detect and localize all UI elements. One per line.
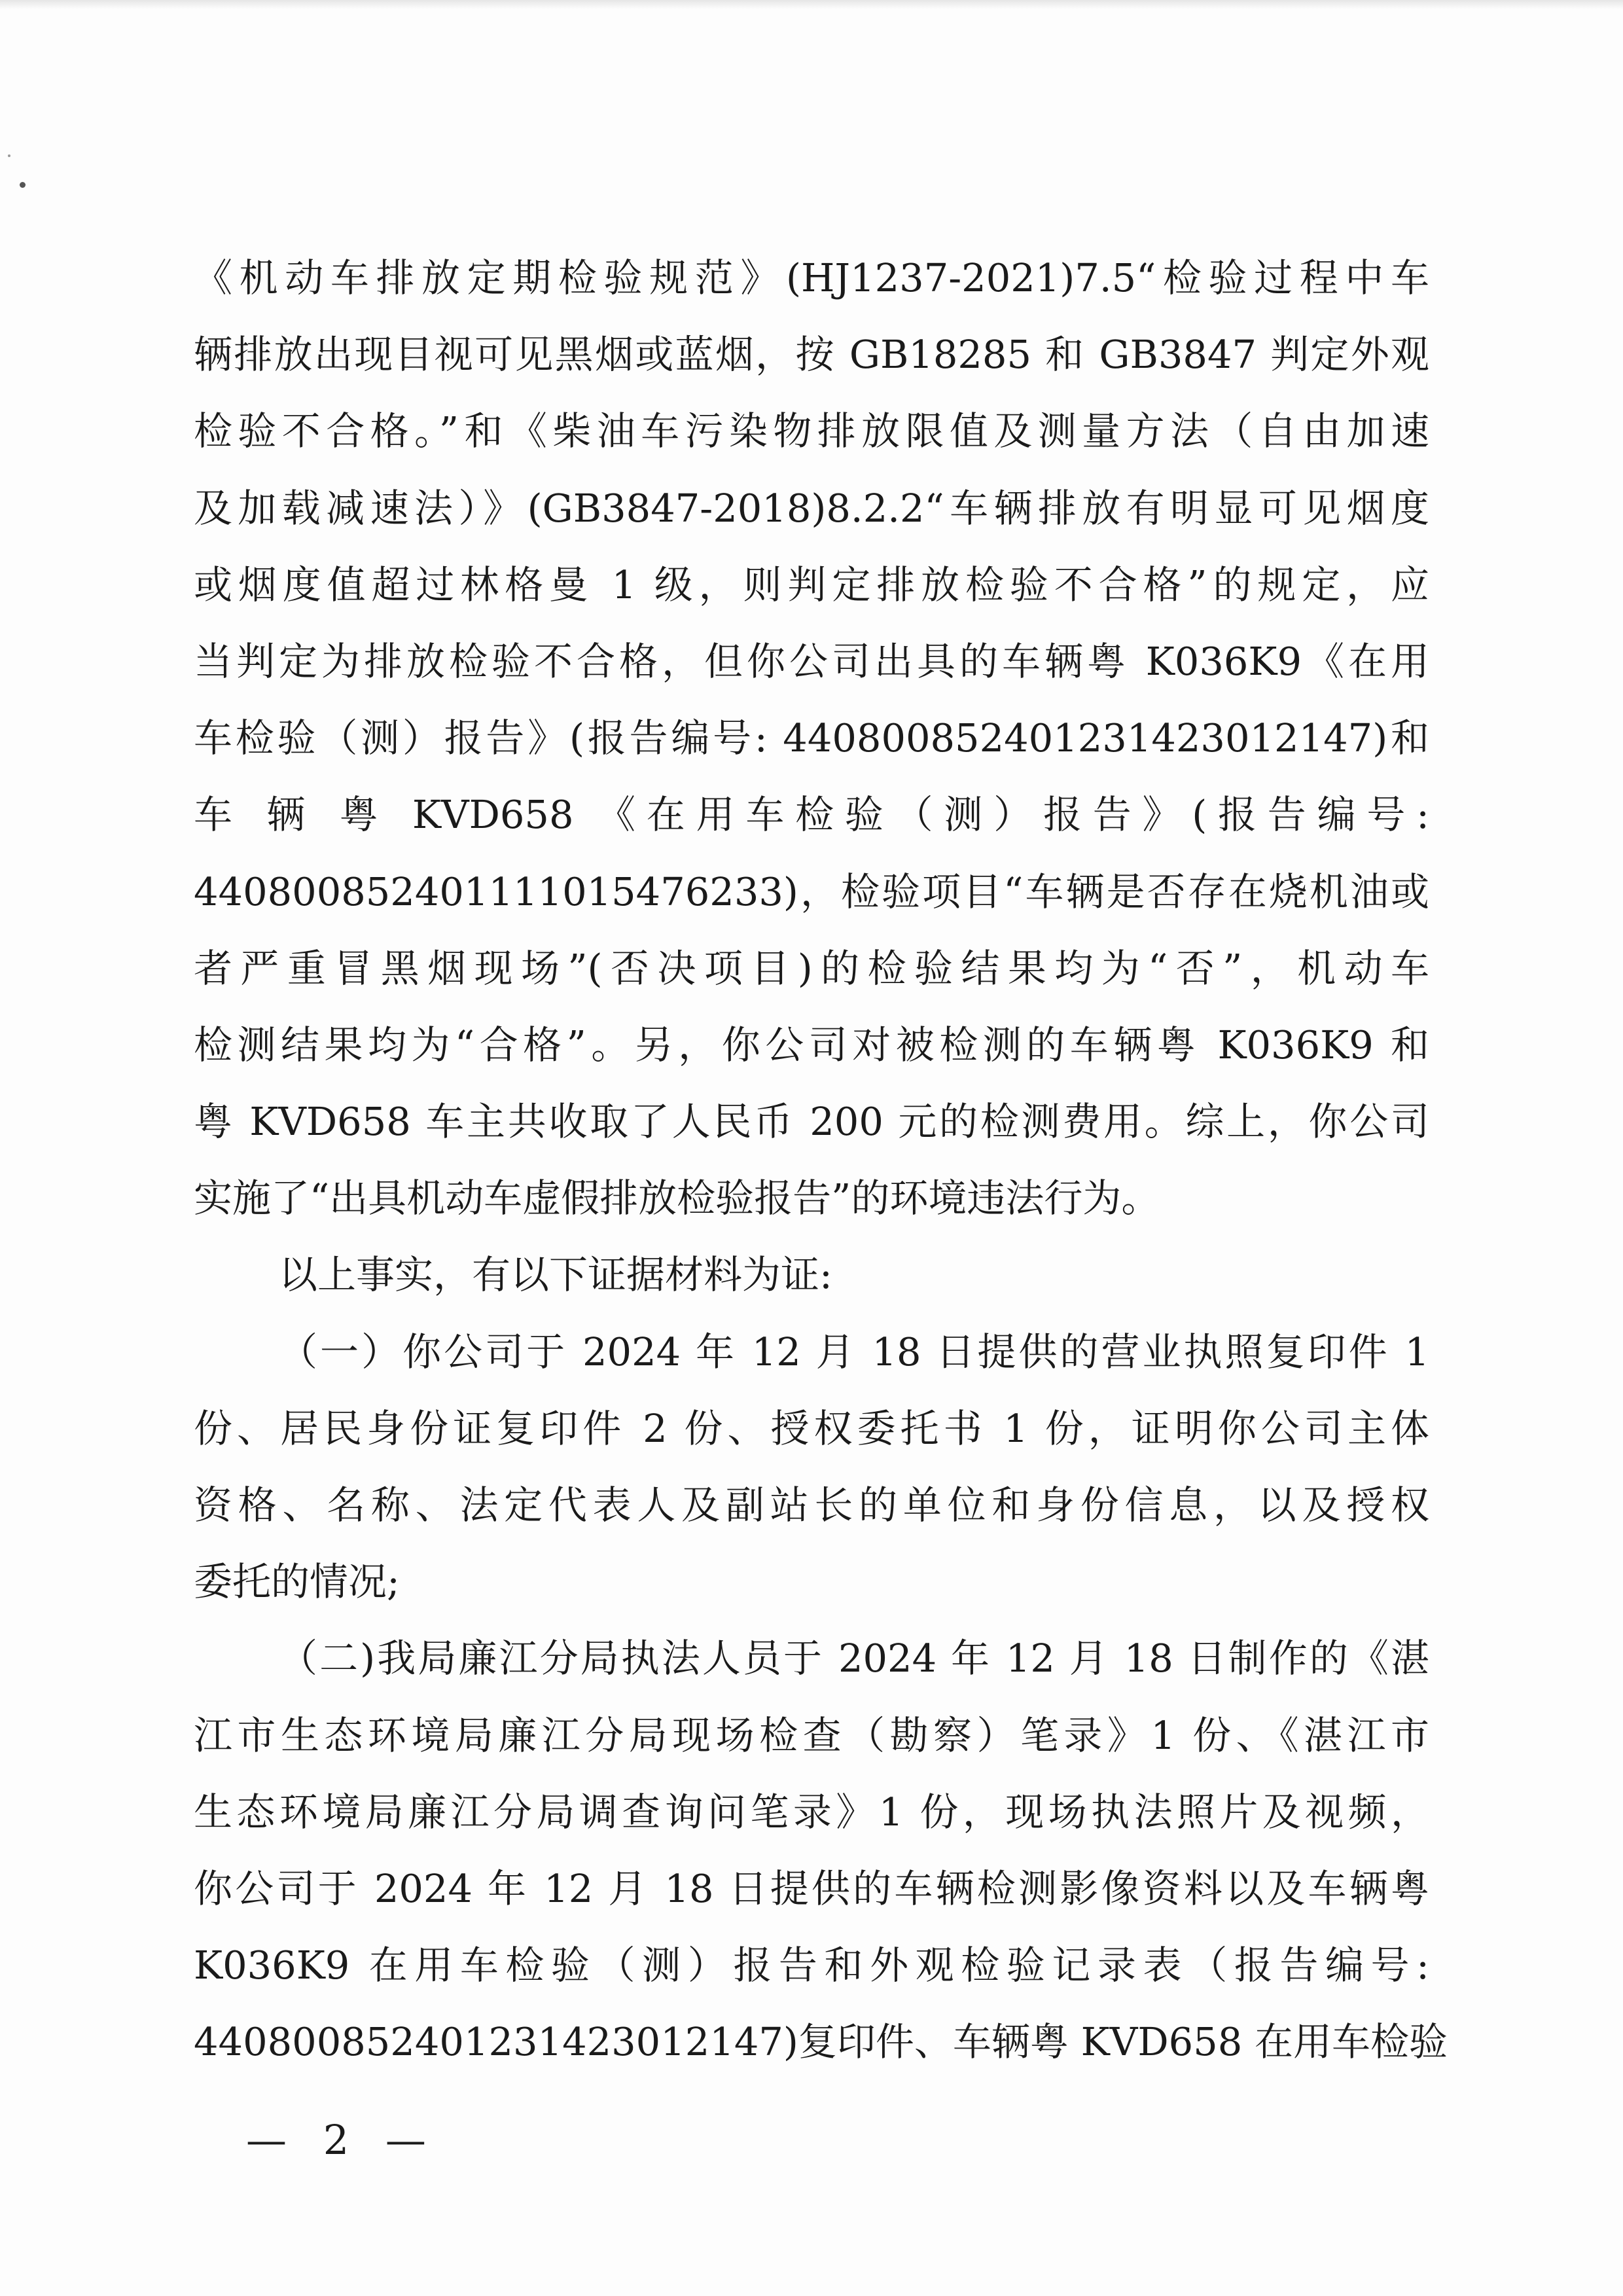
text-line: 生态环境局廉江分局调查询问笔录》1 份，现场执法照片及视频，: [194, 1789, 1429, 1835]
text-line: 江市生态环境局廉江分局现场检查（勘察）笔录》1 份、《湛江市: [194, 1712, 1429, 1758]
text-line: 当判定为排放检验不合格，但你公司出具的车辆粤 K036K9《在用: [194, 638, 1429, 684]
text-line: 44080085240123142301​2147)复印件、车辆粤 KVD658 在用车检验: [194, 2019, 1448, 2065]
text-line: 者严重冒黑烟现场”(否决项目)的检验结果均为“否”，机动车: [194, 945, 1429, 991]
text-line: 《机动车排放定期检验规范》(HJ1237-2021)7.5“检验过程中车: [194, 255, 1429, 300]
scan-speck: [20, 182, 26, 188]
text-line: 实施了“出具机动车虚假排放检验报告”的环境违法行为。: [194, 1175, 1160, 1221]
scan-edge: [0, 0, 1623, 9]
text-line: 资格、名称、法定代表人及副站长的单位和身份信息，以及授权: [194, 1482, 1429, 1528]
text-line: 44080085240111101547​6233)，检验项目“车辆是否存在烧机油或: [194, 869, 1429, 914]
text-line: （一）你公司于 2024 年 12 月 18 日提供的营业执照复印件 1: [279, 1329, 1429, 1374]
text-line: 车 辆 粤 KVD658 《在用车检验（测）报告》(报告编号:: [194, 792, 1429, 838]
text-line: （二)我局廉江分局执法人员于 2024 年 12 月 18 日制作的《湛: [279, 1636, 1429, 1681]
text-line: 以上事实，有以下证据材料为证:: [279, 1252, 832, 1298]
body-text: [194, 240, 1448, 2081]
scan-speck: [8, 154, 10, 157]
text-line: 份、居民身份证复印件 2 份、授权委托书 1 份，证明你公司主体: [194, 1405, 1429, 1451]
text-line: 委托的情况;: [194, 1559, 400, 1605]
text-line: 辆排放出现目视可见黑烟或蓝烟，按 GB18285 和 GB3847 判定外观: [194, 332, 1429, 378]
text-line: 及加载减速法）》(GB3847-2018)8.2.2“车辆排放有明显可见烟度: [194, 485, 1429, 531]
text-line: 车检验（测）报告》(报告编号: 44080085240123142301​2147)和: [194, 715, 1429, 761]
text-line: 你公司于 2024 年 12 月 18 日提供的车辆检测影像资料以及车辆粤: [194, 1865, 1429, 1911]
page-number: — 2 —: [246, 2116, 438, 2164]
text-line: 检验不合格。”和《柴油车污染物排放限值及测量方法（自由加速: [194, 408, 1429, 454]
text-line: 检测结果均为“合格”。另，你公司对被检测的车辆粤 K036K9 和: [194, 1022, 1429, 1067]
text-line: 粤 KVD658 车主共收取了人民币 200 元的检测费用。综上，你公司: [194, 1099, 1429, 1145]
text-line: K036K9 在用车检验（测）报告和外观检验记录表（报告编号:: [194, 1943, 1429, 1988]
text-line: 或烟度值超过林格曼 1 级，则判定排放检验不合格”的规定，应: [194, 562, 1429, 607]
